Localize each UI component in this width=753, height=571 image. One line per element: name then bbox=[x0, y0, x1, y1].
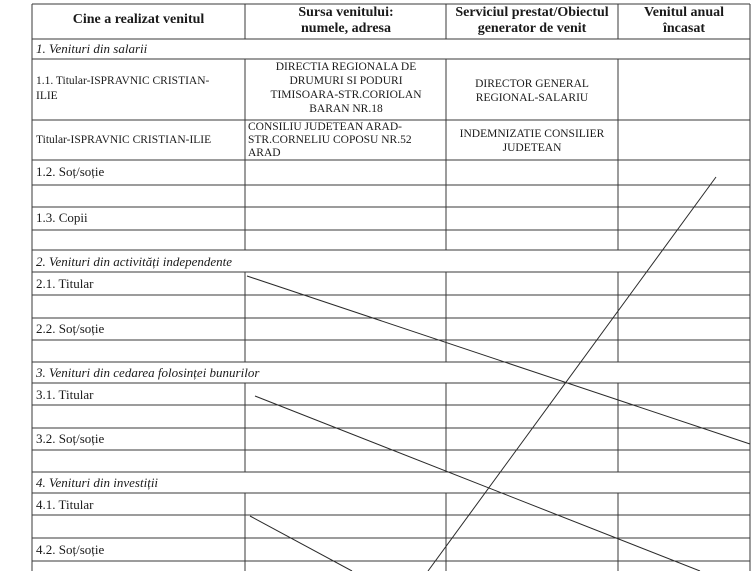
diagonal-stroke-long bbox=[428, 177, 716, 571]
diagonal-stroke-section2 bbox=[247, 276, 750, 444]
section-title-independent: 2. Venituri din activități independente bbox=[36, 254, 233, 269]
section-title-property-use: 3. Venituri din cedarea folosinței bunurilor bbox=[36, 365, 260, 380]
header-source-line2: numele, adresa bbox=[301, 21, 391, 36]
row-1-1b-service-line1: INDEMNIZATIE CONSILIER bbox=[459, 128, 605, 140]
section-title-salaries: 1. Venituri din salarii bbox=[36, 41, 148, 56]
row-1-1b-source-line1: CONSILIU JUDETEAN ARAD- bbox=[248, 121, 402, 133]
header-service-line2: generator de venit bbox=[477, 21, 587, 36]
row-1-1-source-line1: DIRECTIA REGIONALA DE bbox=[275, 61, 417, 73]
row-4-2-spouse: 4.2. Soț/soție bbox=[36, 542, 105, 557]
row-1-1-service-line1: DIRECTOR GENERAL bbox=[475, 78, 589, 90]
section-title-investments: 4. Venituri din investiții bbox=[36, 475, 159, 490]
row-1-1-who-line2: ILIE bbox=[36, 90, 58, 102]
header-source-line1: Sursa venitului: bbox=[298, 5, 394, 20]
row-1-1b-source-line2: STR.CORNELIU COPOSU NR.52 bbox=[248, 134, 412, 146]
row-1-2-spouse: 1.2. Soț/soție bbox=[36, 164, 105, 179]
row-1-1b-source-line3: ARAD bbox=[248, 147, 281, 159]
diagonal-stroke-section4 bbox=[250, 516, 352, 571]
header-service-line1: Serviciul prestat/Obiectul bbox=[455, 5, 609, 20]
header-who: Cine a realizat venitul bbox=[72, 12, 205, 27]
row-3-1-holder: 3.1. Titular bbox=[36, 387, 94, 402]
row-1-1-who-line1: 1.1. Titular-ISPRAVNIC CRISTIAN- bbox=[36, 75, 210, 87]
row-3-2-spouse: 3.2. Soț/soție bbox=[36, 431, 105, 446]
row-4-1-holder: 4.1. Titular bbox=[36, 497, 94, 512]
row-1-1-source-line3: TIMISOARA-STR.CORIOLAN bbox=[270, 89, 422, 101]
row-2-1-holder: 2.1. Titular bbox=[36, 276, 94, 291]
row-1-3-children: 1.3. Copii bbox=[36, 210, 88, 225]
header-income-line1: Venitul anual bbox=[643, 5, 724, 20]
diagonal-stroke-section3 bbox=[255, 396, 700, 571]
row-1-1b-who: Titular-ISPRAVNIC CRISTIAN-ILIE bbox=[36, 134, 212, 146]
row-1-1-source-line2: DRUMURI SI PODURI bbox=[289, 75, 403, 87]
row-1-1b-service-line2: JUDETEAN bbox=[502, 142, 562, 154]
cancellation-strokes bbox=[247, 177, 750, 571]
row-2-2-spouse: 2.2. Soț/soție bbox=[36, 321, 105, 336]
header-income-line2: încasat bbox=[663, 21, 705, 36]
row-1-1-service-line2: REGIONAL-SALARIU bbox=[475, 92, 589, 104]
row-1-1-source-line4: BARAN NR.18 bbox=[309, 103, 383, 115]
